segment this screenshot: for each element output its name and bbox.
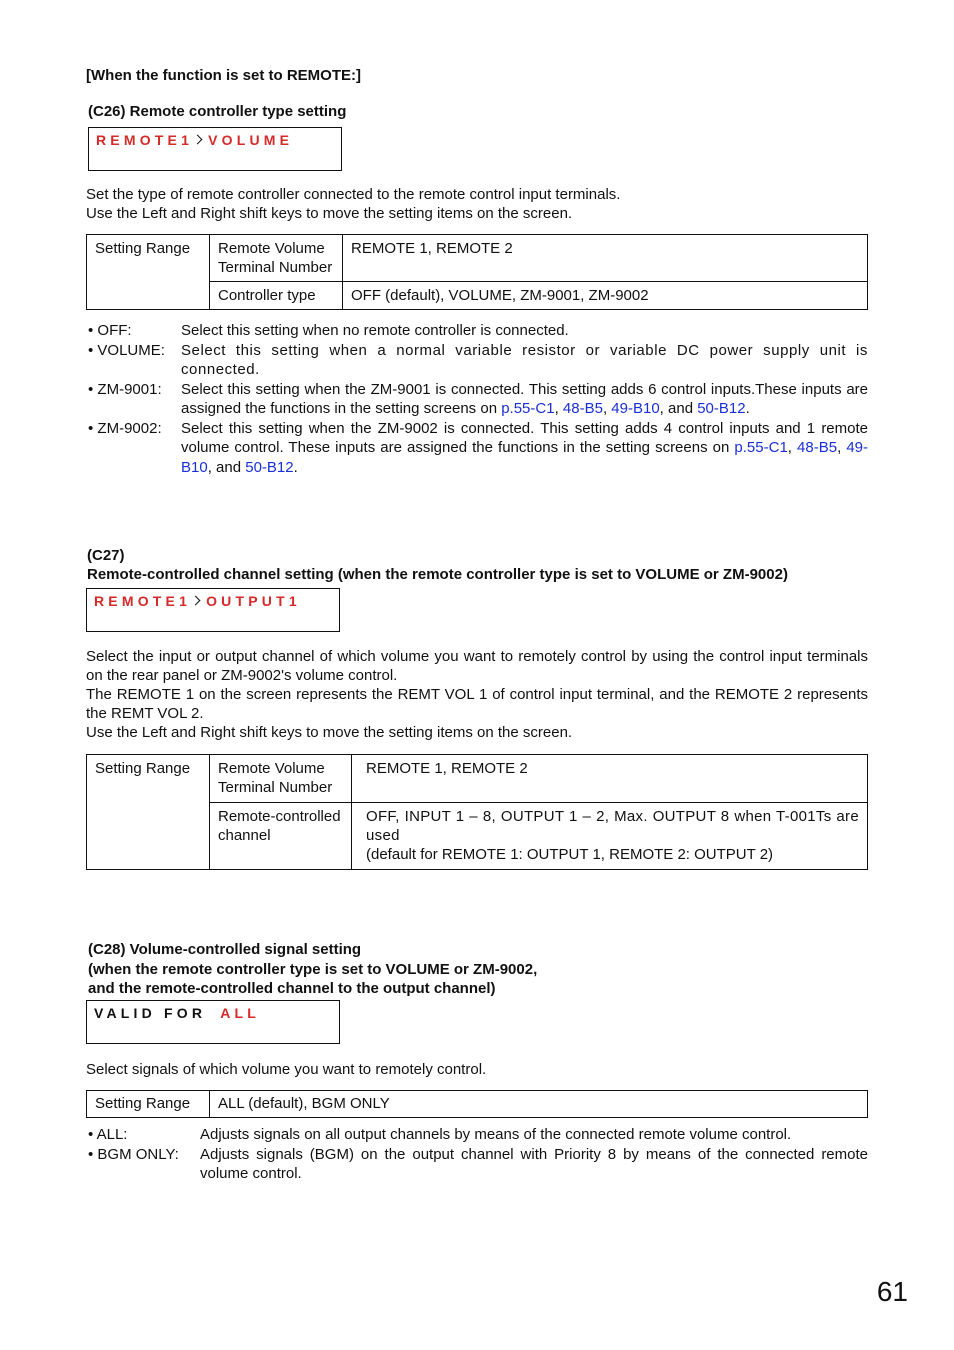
c28-setting-table — [86, 1090, 868, 1118]
c27-lcd-display — [86, 588, 340, 632]
c27-setting-table — [86, 754, 868, 870]
c27-desc-line2: The REMOTE 1 on the screen represents the REMT VOL 1 of control input terminal, and the REMOTE 2 represents the REMT VOL 2. — [86, 686, 868, 722]
separator: . — [745, 400, 750, 417]
list-item — [88, 321, 868, 341]
c28-title-line3: and the remote-controlled channel to the output channel) — [88, 980, 496, 997]
c26-lcd-display — [88, 127, 342, 171]
c28-title-line2: (when the remote controller type is set to VOLUME or ZM-9002, — [88, 960, 538, 978]
bullet-text — [181, 380, 868, 419]
list-item — [88, 1145, 868, 1184]
list-item — [88, 341, 868, 380]
list-item — [88, 380, 868, 419]
c28-lcd-right: ALL — [220, 1005, 261, 1021]
c27-r2-value — [352, 803, 868, 870]
page-link[interactable]: 50-B12 — [697, 400, 746, 417]
c28-title-line1: (C28) Volume-controlled signal setting — [88, 941, 362, 958]
c26-lcd-right: VOLUME — [208, 132, 294, 148]
separator: , — [837, 439, 847, 456]
separator: , — [554, 400, 563, 417]
c27-setting-range-head: Setting Range — [87, 755, 210, 870]
bullet-text — [181, 419, 868, 478]
bullet-text: Select this setting when no remote controller is connected. — [181, 322, 569, 339]
separator: . — [293, 458, 298, 476]
list-item — [88, 1125, 868, 1145]
c28-setting-range-head: Setting Range — [87, 1091, 210, 1118]
c27-r2-value-line2: (default for REMOTE 1: OUTPUT 1, REMOTE 2: OUTPUT 2) — [366, 846, 774, 863]
c26-title: (C26) Remote controller type setting — [88, 103, 347, 120]
separator: , and — [207, 458, 246, 476]
separator: , — [602, 400, 612, 417]
bullet-key: • ALL: — [88, 1126, 128, 1143]
separator: , — [787, 439, 798, 456]
separator: , and — [659, 400, 698, 417]
c27-title: Remote-controlled channel setting (when the remote controller type is set to VOLUME or ZM-9002) — [87, 566, 788, 583]
section-header: [When the function is set to REMOTE:] — [86, 67, 361, 84]
chevron-right-icon — [191, 596, 201, 606]
bullet-text: Adjusts signals on all output channels by means of the connected remote volume control. — [200, 1126, 792, 1143]
c27-lcd-right: OUTPUT1 — [206, 593, 301, 609]
page-link[interactable]: p.55-C1 — [501, 400, 555, 417]
bullet-text: Select this setting when a normal variable resistor or variable DC power supply unit is connected. — [181, 341, 868, 378]
c27-description — [86, 647, 868, 742]
c28-description: Select signals of which volume you want to remotely control. — [86, 1061, 487, 1078]
c28-bullet-list — [88, 1125, 868, 1184]
c27-r2-value-line1: OFF, INPUT 1 – 8, OUTPUT 1 – 2, Max. OUTPUT 8 when T-001Ts are used — [366, 808, 859, 844]
bullet-key: • ZM-9001: — [88, 380, 162, 398]
c26-r1-label: Remote Volume Terminal Number — [210, 235, 343, 282]
page-number: 61 — [876, 1276, 908, 1307]
c26-description — [86, 185, 868, 223]
c27-r2-label: Remote-controlled channel — [210, 803, 352, 870]
bullet-key: • VOLUME: — [88, 341, 165, 359]
c27-lcd-left: REMOTE1 — [94, 593, 192, 609]
page-link[interactable]: 49-B10 — [181, 439, 869, 476]
c26-setting-table — [86, 234, 868, 310]
c27-r1-value: REMOTE 1, REMOTE 2 — [352, 755, 868, 803]
c26-r1-value: REMOTE 1, REMOTE 2 — [343, 235, 868, 282]
page-link[interactable]: 50-B12 — [245, 458, 294, 476]
c27-title-code: (C27) — [87, 547, 125, 564]
c26-r2-value: OFF (default), VOLUME, ZM-9001, ZM-9002 — [343, 282, 868, 310]
c26-r2-label: Controller type — [210, 282, 343, 310]
c28-lcd-display — [86, 1000, 340, 1044]
bullet-text-main: Select this setting when the ZM-9002 is connected. This setting adds 4 control inputs and 1 remote volume control. These inputs are assigned the functions in the setting screens on — [181, 419, 868, 456]
bullet-text-main: Select this setting when the ZM-9001 is connected. This setting adds 6 control inputs.These inputs are assigned the functions in the setting screens on — [181, 380, 868, 417]
c27-desc-line1: Select the input or output channel of which volume you want to remotely control by using the control input terminals on the rear panel or ZM-9002's volume control. — [86, 648, 868, 684]
chevron-right-icon — [193, 135, 203, 145]
c28-value: ALL (default), BGM ONLY — [210, 1091, 868, 1118]
c26-desc-line1: Set the type of remote controller connected to the remote control input terminals. — [86, 186, 621, 203]
bullet-key: • BGM ONLY: — [88, 1145, 179, 1163]
bullet-text: Adjusts signals (BGM) on the output channel with Priority 8 by means of the connected remote volume control. — [200, 1145, 868, 1182]
list-item — [88, 419, 868, 478]
page-link[interactable]: 48-B5 — [797, 439, 838, 456]
c26-lcd-left: REMOTE1 — [96, 132, 194, 148]
page-link[interactable]: 49-B10 — [611, 400, 660, 417]
c27-r1-label: Remote Volume Terminal Number — [210, 755, 352, 803]
c26-desc-line2: Use the Left and Right shift keys to move the setting items on the screen. — [86, 205, 573, 222]
bullet-key: • OFF: — [88, 322, 132, 339]
c26-setting-range-head: Setting Range — [87, 235, 210, 310]
page-link[interactable]: 48-B5 — [562, 400, 603, 417]
c26-bullet-list — [88, 321, 868, 477]
page-link[interactable]: p.55-C1 — [734, 439, 788, 456]
bullet-key: • ZM-9002: — [88, 419, 162, 437]
c27-desc-line3: Use the Left and Right shift keys to move the setting items on the screen. — [86, 724, 573, 741]
c28-title — [88, 940, 537, 999]
c28-lcd-left: VALID FOR — [94, 1005, 207, 1021]
